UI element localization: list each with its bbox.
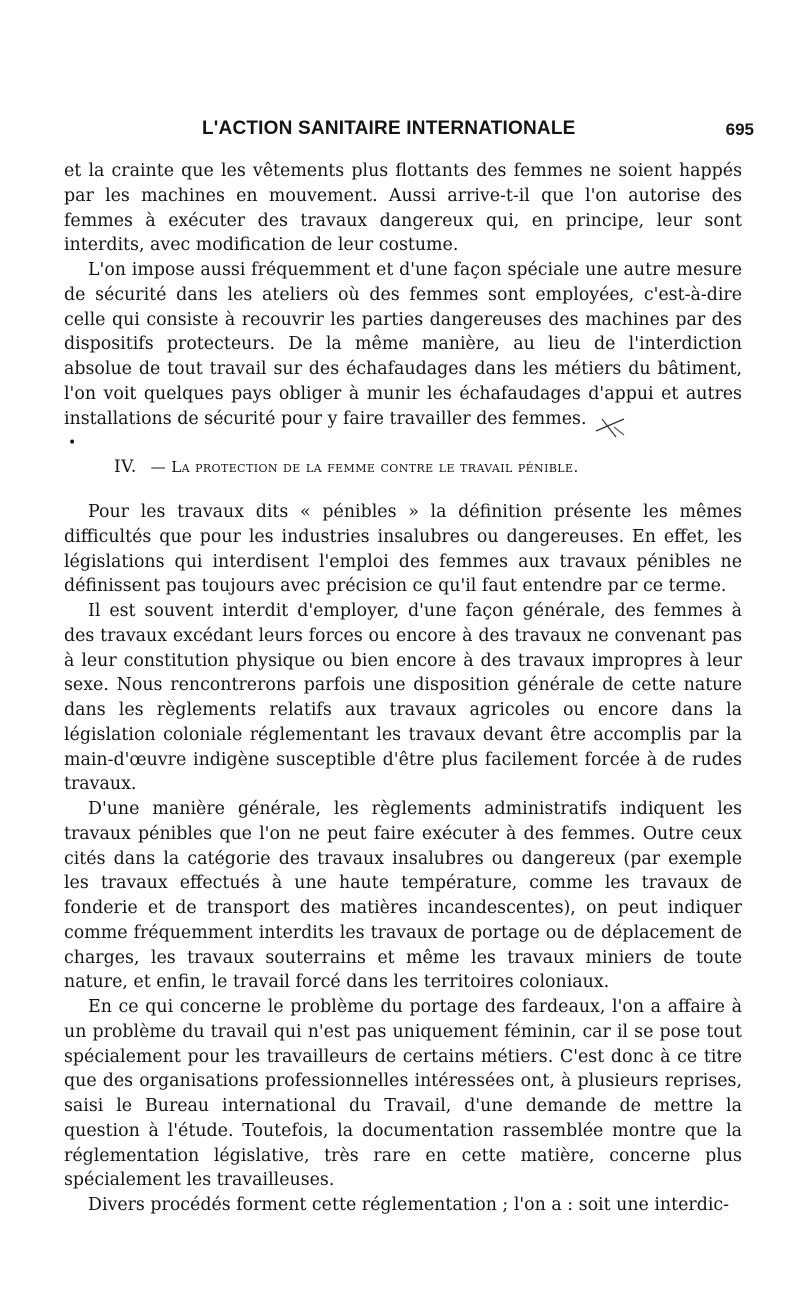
paragraph-2: L'on impose aussi fréquemment et d'une façon spéciale une autre mesure de sécurité dans les ateliers où des femmes sont employées, c'est-à-dire celle qui consiste à recouvrir les parties dangereuses des machines par des dispositifs protecteurs. De la même manière, au lieu de l'interdiction absolue de tout travail sur des échafaudages dans les métiers du bâtiment, l'on voit quelques pays obliger à munir les échafaudages d'appui et autres installations de sécurité pour y faire travailler des femmes. [64,260,742,429]
bullet-mark: • [68,435,77,452]
running-title: L'ACTION SANITAIRE INTERNATIONALE [202,118,576,139]
running-head [64,118,762,142]
pencil-cross-icon [594,415,628,449]
section-title: La protection de la femme contre le travail pénible. [171,458,579,477]
margin-marks [64,429,742,451]
body-text [64,159,742,1218]
paragraph-5: D'une manière générale, les règlements administratifs indiquent les travaux pénibles que l'on ne peut faire exécuter à des femmes. Outre ceux cités dans la catégorie des travaux insalubres ou dangereux (par exemple les travaux effectués à une haute température, comme les travaux de fonderie et de transport des matières incandescentes), on peut indiquer comme fréquemment interdits les travaux de portage ou de déplacement de charges, les travaux souterrains et même les travaux miniers de toute nature, et enfin, le travail forcé dans les territoires coloniaux. [64,799,742,993]
paragraph-4: Il est souvent interdit d'employer, d'une façon générale, des femmes à des travaux excédant leurs forces ou encore à des travaux ne convenant pas à leur constitution physique ou bien encore à des travaux impropres à leur sexe. Nous rencontrerons parfois une disposition générale de cette nature dans les règlements relatifs aux travaux agricoles ou encore dans la législation coloniale réglementant les travaux devant être accomplis par la main-d'œuvre indigène susceptible d'être plus facilement forcée à de rudes travaux. [64,601,742,795]
section-number: IV. [114,457,137,478]
paragraph-6: En ce qui concerne le problème du portage des fardeaux, l'on a affaire à un problème du travail qui n'est pas uniquement féminin, car il se pose tout spécialement pour les travailleurs de certains métiers. C'est donc à ce titre que des organisations professionnelles intéressées ont, à plusieurs reprises, saisi le Bureau international du Travail, d'une demande de mettre la question à l'étude. Toutefois, la documentation rassemblée montre que la réglementation législative, très rare en cette matière, concerne plus spécialement les travailleuses. [64,997,742,1191]
page-number: 695 [725,120,754,139]
section-dash: — [150,458,167,477]
paragraph-3: Pour les travaux dits « pénibles » la définition présente les mêmes difficultés que pour les industries insalubres ou dangereuses. En effet, les législations qui interdisent l'emploi des femmes aux travaux pénibles ne définissent pas toujours avec précision ce qu'il faut entendre par ce terme. [64,502,742,597]
paragraph-1: et la crainte que les vêtements plus flottants des femmes ne soient happés par les machines en mouvement. Aussi arrive-t-il que l'on autorise des femmes à exécuter des travaux dangereux qui, en principe, leur sont interdits, avec modification de leur costume. [64,161,742,256]
paragraph-7: Divers procédés forment cette réglementation ; l'on a : soit une interdic- [88,1195,730,1215]
section-heading [64,455,742,480]
